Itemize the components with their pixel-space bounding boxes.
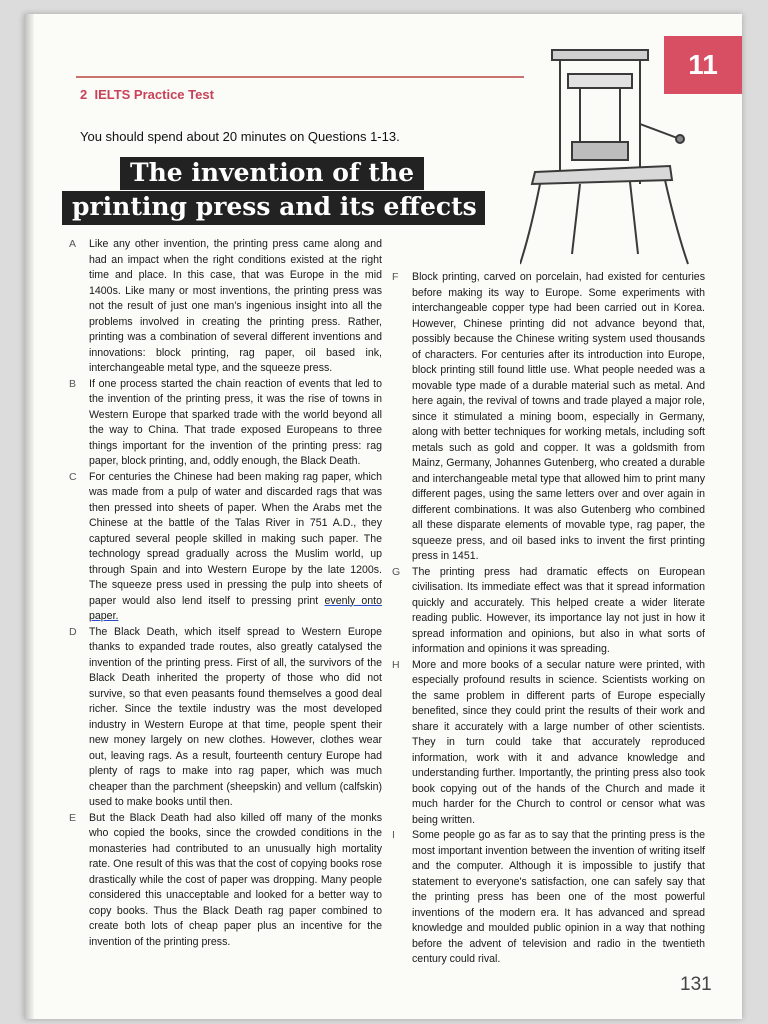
- paragraph-b: [69, 377, 382, 470]
- paragraph-h: [392, 658, 705, 829]
- paragraph-text: Block printing, carved on porcelain, had existed for centuries before making its way to Europe. Some experiments with interchangeable copper type had been carried out in Korea. However, Chinese printing did not advance beyond that, possibly because the Chinese writing system used thousands of characters. For centuries after its introduction into Europe, block printing still found little use. What people needed was a movable type made of a durable material such as metal. And here again, the revival of towns and trade played a major role, since it stimulated a mining boom, especially in Germany, along with better techniques for working metals, including soft metals such as gold and copper. It was a goldsmith from Mainz, Germany, Johannes Gutenberg, who created a durable and interchangeable metal type that allowed him to print many different pages, using the same letters over and over again in different combinations. It was also Gutenberg who combined all these disparate elements of movable type, rag paper, the squeeze press, and oil based inks to invent the first printing press in 1451.: [412, 271, 705, 562]
- paragraph-f: [392, 270, 705, 565]
- instruction-text: You should spend about 20 minutes on Questions 1-13.: [80, 129, 400, 144]
- paragraph-text: For centuries the Chinese had been making rag paper, which was made from a pulp of water and discarded rags that was then pressed into sheets of paper. When the Arabs met the Chinese at the battle of the Talas River in 751 A.D., they captured several people skilled in making such paper. The technology spread gradually across the Muslim world, up through Spain and into Western Europe by the late 1200s. The squeeze press used in pressing the pulp into sheets of paper would also lend itself to pressing print: [89, 470, 382, 607]
- test-header: 2 IELTS Practice Test: [80, 87, 214, 102]
- article-title-line-2: printing press and its effects: [62, 191, 485, 225]
- chapter-number: 11: [688, 49, 718, 80]
- paragraph-letter: F: [392, 271, 399, 283]
- article-title-line-1: The invention of the: [120, 157, 424, 190]
- paragraph-letter: E: [69, 811, 77, 824]
- header-rule: [76, 76, 524, 78]
- page-spine-shadow: [24, 14, 34, 1019]
- paragraph-text: More and more books of a secular nature were printed, with especially profound results in science. Scientists working on the same problem in different parts of Europe especially benefited, since they could print the results of their work and share it accurately with a large number of other scientists. They in turn could take that accurately reproduced information, work with it and advance knowledge and understanding further. Importantly, the printing press also took book copying out of the hands of the Church and made it much harder for the Church to control or censor what was being written.: [412, 658, 705, 826]
- paragraph-letter: C: [69, 470, 77, 483]
- paragraph-text: The Black Death, which itself spread to Western Europe thanks to expanded trade routes, also greatly catalysed the invention of the printing press. First of all, the survivors of the Black Death inherited the property of those who did not survive, so that even peasants found themselves a good deal richer. Since the textile industry was the most developed industry in Western Europe at that time, people spent their new money largely on new clothes. However, clothes wear out, leaving rags. As a result, fourteenth century Europe had plenty of rags to make into rag paper, which was much cheaper than the parchment (sheepskin) and vellum (calfskin) used to make books until then.: [89, 625, 382, 808]
- paragraph-letter: A: [69, 238, 77, 250]
- paragraph-i: [392, 828, 705, 968]
- paragraph-letter: B: [69, 377, 77, 390]
- paragraph-g: [392, 565, 705, 658]
- paragraph-text: The printing press had dramatic effects on European civilisation. Its immediate effect was that it spread information quickly and accurately. This helped create a wider literate reading public. However, its importance lay not just in how it spread information and opinions, but also in what sorts of information and opinions it was spreading.: [412, 565, 705, 655]
- paragraph-letter: D: [69, 625, 77, 638]
- paragraph-letter: I: [392, 829, 395, 841]
- paragraph-text: Some people go as far as to say that the printing press is the most important invention between the invention of writing itself and the computer. Although it is impossible to justify that statement to everyone's satisfaction, one can safely say that the printing press has been one of the most powerful inventions of the modern era. It has advanced and spread knowledge and moulded public opinion in a way that nothing before the advent of television and radio in the twentieth century could rival.: [412, 829, 705, 965]
- paragraph-d: [69, 625, 382, 811]
- paragraph-text: Like any other invention, the printing press came along and had an impact when the right conditions existed at the right time and place. In this case, that was Europe in the mid 1400s. Like many or most inventions, the printing press was not the result of just one man's ingenious insight into all the problems involved in creating the printing press. Rather, printing was a combination of several different inventions and innovations: block printing, rag paper, oil based ink, interchangeable metal type, and the squeeze press.: [89, 238, 382, 374]
- book-page: [24, 14, 742, 1019]
- paragraph-c: [69, 470, 382, 625]
- page-number: 131: [680, 974, 712, 995]
- left-column: [69, 237, 382, 950]
- paragraph-text: If one process started the chain reaction of events that led to the invention of the printing press, it was the rise of towns in Western Europe that sparked trade with the world beyond all the way to China. That trade exposed Europeans to three things important for the invention of the printing press: rag paper, block printing, and, oddly enough, the Black Death.: [89, 377, 382, 467]
- paragraph-e: [69, 811, 382, 951]
- right-column: [392, 270, 705, 968]
- underlined-phrase: evenly onto paper.: [89, 594, 382, 622]
- paragraph-text: But the Black Death had also killed off many of the monks who copied the books, since the crowded conditions in the monasteries had contributed to an unusually high mortality rate. One result of this was that the cost of copying books rose drastically while the cost of paper was dropping. Many people considered this unacceptable and looked for a better way to copy books. Thus the Black Death rag paper combined to create both lots of cheap paper plus an incentive for the invention of the printing press.: [89, 811, 382, 948]
- paragraph-letter: H: [392, 658, 400, 671]
- printing-press-illustration: [520, 44, 690, 269]
- paragraph-a: [69, 237, 382, 377]
- paragraph-letter: G: [392, 565, 401, 578]
